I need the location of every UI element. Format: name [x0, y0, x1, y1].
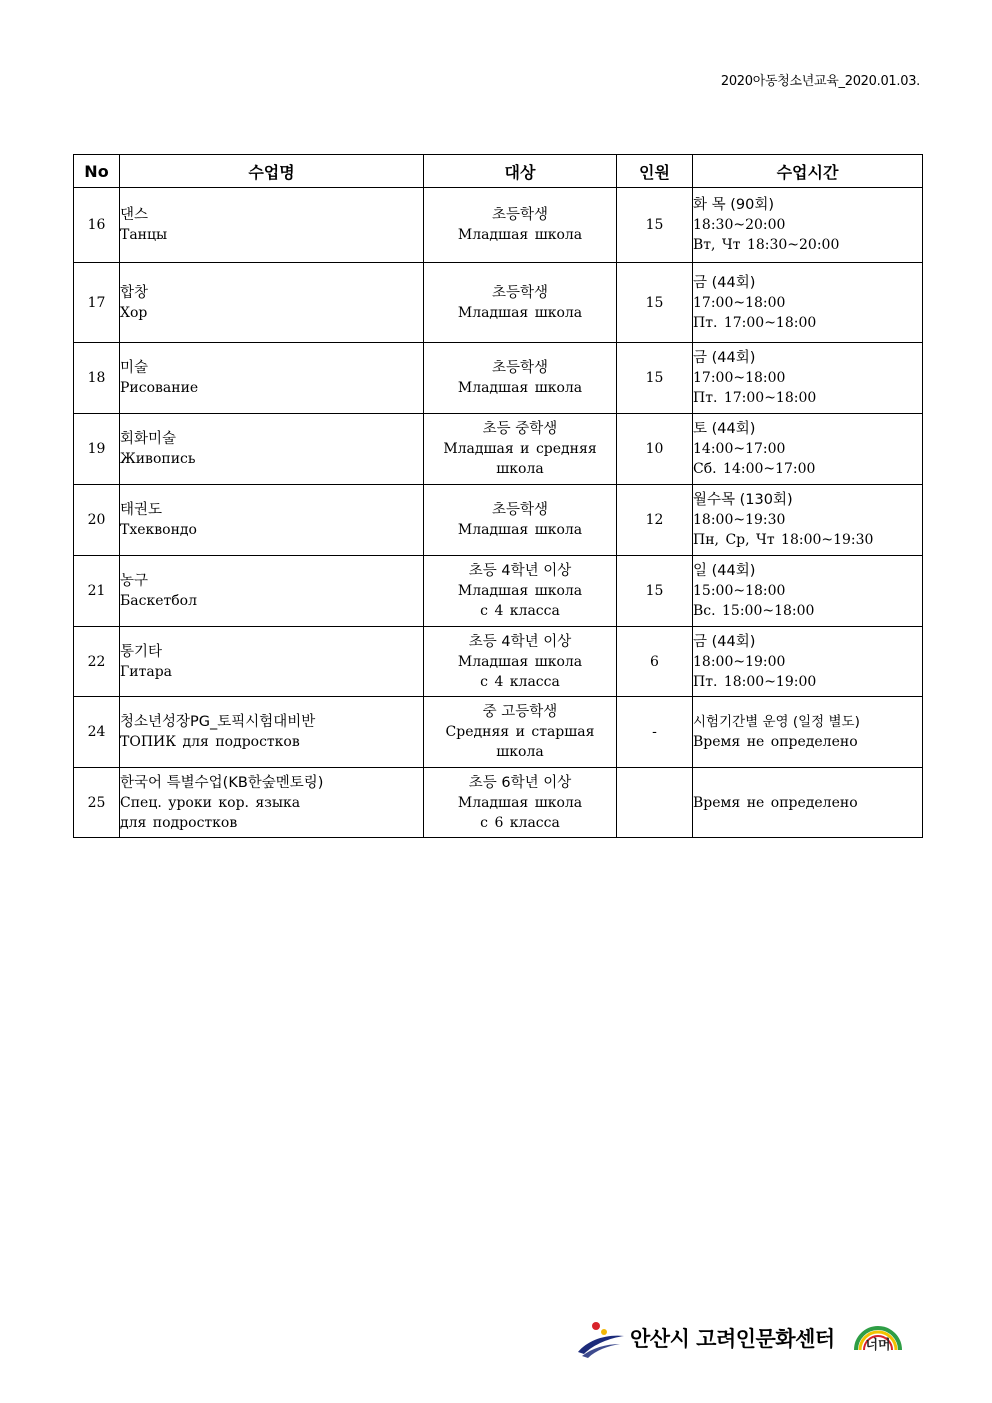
cell-target: 중 고등학생 Средняя и старшая школа: [424, 697, 617, 768]
cell-class-name: 회화미술 Живопись: [120, 414, 424, 485]
cell-no: 20: [74, 485, 120, 556]
table-row: [74, 768, 923, 838]
document-reference: 2020아동청소년교육_2020.01.03.: [720, 74, 920, 89]
cell-no: 17: [74, 263, 120, 343]
table-row: [74, 627, 923, 697]
footer-logo: [576, 1316, 906, 1360]
cell-class-name: 한국어 특별수업(KB한숲멘토링) Спец. уроки кор. языка для подростков: [120, 768, 424, 838]
cell-class-name: 합창 Хор: [120, 263, 424, 343]
cell-no: 18: [74, 343, 120, 414]
column-header-no: No: [74, 155, 120, 188]
table-row: [74, 343, 923, 414]
logo-text: 너머: [865, 1338, 891, 1353]
center-logo-icon: [576, 1318, 626, 1358]
table-header-row: [74, 155, 923, 188]
cell-class-time: 일 (44회) 15:00~18:00 Вс. 15:00~18:00: [693, 556, 923, 627]
cell-capacity: 15: [617, 188, 693, 263]
cell-target: 초등학생 Младшая школа: [424, 343, 617, 414]
column-header-capacity: 인원: [617, 155, 693, 188]
cell-class-time: 화 목 (90회) 18:30~20:00 Вт, Чт 18:30~20:00: [693, 188, 923, 263]
organization-name: 안산시 고려인문화센터: [630, 1327, 835, 1351]
table-row: [74, 485, 923, 556]
table-row: [74, 697, 923, 768]
cell-capacity: 12: [617, 485, 693, 556]
cell-capacity: 15: [617, 343, 693, 414]
column-header-class-time: 수업시간: [693, 155, 923, 188]
cell-class-name: 농구 Баскетбол: [120, 556, 424, 627]
column-header-target: 대상: [424, 155, 617, 188]
column-header-class-name: 수업명: [120, 155, 424, 188]
table-row: [74, 263, 923, 343]
table-row: [74, 556, 923, 627]
cell-target: 초등 4학년 이상 Младшая школа с 4 класса: [424, 556, 617, 627]
cell-class-time: 시험기간별 운영 (일정 별도) Время не определено: [693, 697, 923, 768]
cell-target: 초등학생 Младшая школа: [424, 263, 617, 343]
table-row: [74, 414, 923, 485]
cell-class-name: 태권도 Тхеквондо: [120, 485, 424, 556]
cell-class-time: Время не определено: [693, 768, 923, 838]
cell-target: 초등 중학생 Младшая и средняя школа: [424, 414, 617, 485]
table-row: [74, 188, 923, 263]
cell-class-time: 토 (44회) 14:00~17:00 Сб. 14:00~17:00: [693, 414, 923, 485]
cell-no: 24: [74, 697, 120, 768]
cell-target: 초등학생 Младшая школа: [424, 485, 617, 556]
cell-class-name: 댄스 Танцы: [120, 188, 424, 263]
cell-no: 19: [74, 414, 120, 485]
cell-capacity: 15: [617, 263, 693, 343]
cell-class-name: 청소년성장PG_토픽시험대비반 ТОПИК для подростков: [120, 697, 424, 768]
cell-class-name: 통기타 Гитара: [120, 627, 424, 697]
cell-capacity: 6: [617, 627, 693, 697]
cell-class-time: 금 (44회) 18:00~19:00 Пт. 18:00~19:00: [693, 627, 923, 697]
cell-class-time: 금 (44회) 17:00~18:00 Пт. 17:00~18:00: [693, 263, 923, 343]
class-schedule-table: [73, 154, 923, 838]
cell-target: 초등학생 Младшая школа: [424, 188, 617, 263]
cell-no: 21: [74, 556, 120, 627]
cell-target: 초등 4학년 이상 Младшая школа с 4 класса: [424, 627, 617, 697]
cell-capacity: 10: [617, 414, 693, 485]
cell-no: 22: [74, 627, 120, 697]
cell-capacity: -: [617, 697, 693, 768]
cell-class-time: 월수목 (130회) 18:00~19:30 Пн, Ср, Чт 18:00~19:30: [693, 485, 923, 556]
cell-capacity: 15: [617, 556, 693, 627]
cell-no: 25: [74, 768, 120, 838]
cell-target: 초등 6학년 이상 Младшая школа с 6 класса: [424, 768, 617, 838]
cell-class-time: 금 (44회) 17:00~18:00 Пт. 17:00~18:00: [693, 343, 923, 414]
cell-no: 16: [74, 188, 120, 263]
cell-class-name: 미술 Рисование: [120, 343, 424, 414]
cell-capacity: [617, 768, 693, 838]
neomeo-logo-icon: [852, 1316, 904, 1356]
